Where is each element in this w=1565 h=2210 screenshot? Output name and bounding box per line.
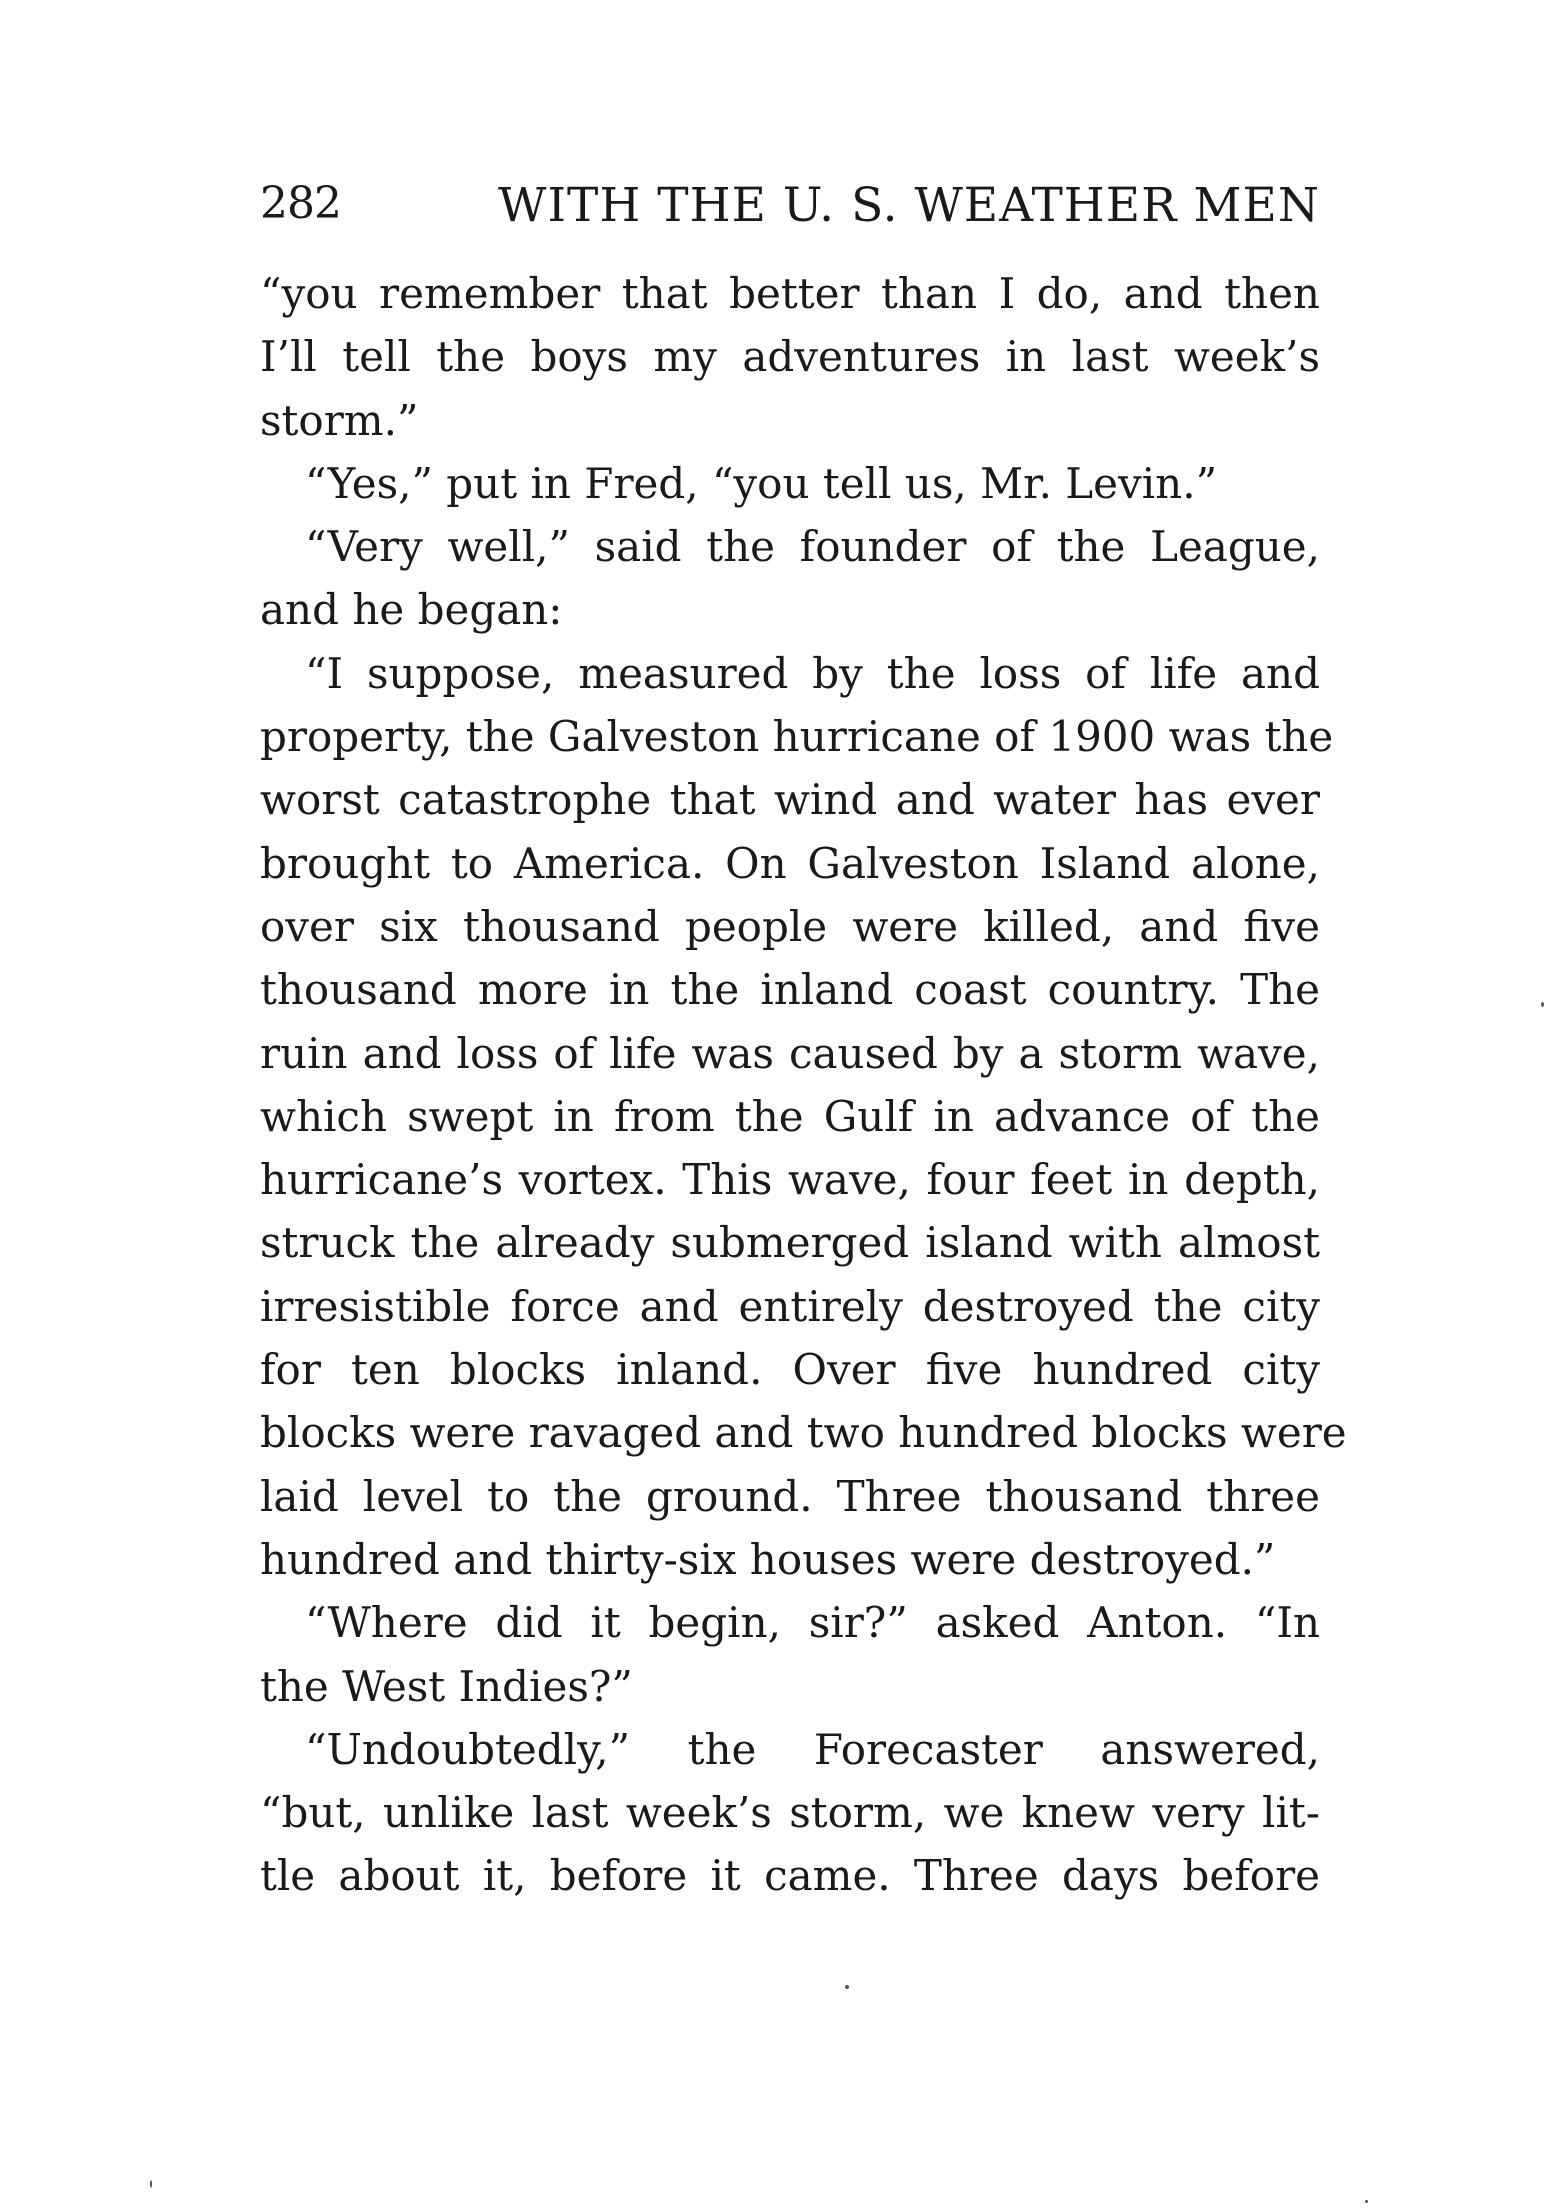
text-line: “Very well,” said the founder of the League, bbox=[305, 522, 1320, 572]
print-speck bbox=[845, 1985, 849, 1989]
text-line: the West Indies?” bbox=[260, 1661, 633, 1711]
text-line: thousand more in the inland coast country. The bbox=[260, 965, 1320, 1015]
text-line: storm.” bbox=[260, 395, 419, 445]
text-line: tle about it, before it came. Three days before bbox=[260, 1851, 1320, 1901]
text-line: I’ll tell the boys my adventures in last week’s bbox=[260, 332, 1320, 382]
text-line: irresistible force and entirely destroyed the city bbox=[260, 1281, 1320, 1331]
text-line: hundred and thirty-six houses were destroyed.” bbox=[260, 1534, 1276, 1584]
print-speck bbox=[1365, 2200, 1368, 2203]
text-line: hurricane’s vortex. This wave, four feet in depth, bbox=[260, 1155, 1320, 1205]
text-line: blocks were ravaged and two hundred blocks were bbox=[260, 1408, 1347, 1458]
text-line: struck the already submerged island with almost bbox=[260, 1218, 1320, 1268]
text-line: laid level to the ground. Three thousand three bbox=[260, 1471, 1320, 1521]
text-line: “you remember that better than I do, and then bbox=[260, 269, 1320, 318]
text-line: “but, unlike last week’s storm, we knew very lit- bbox=[260, 1788, 1320, 1838]
text-line: “Where did it begin, sir?” asked Anton. “In bbox=[305, 1598, 1320, 1648]
text-line: and he began: bbox=[260, 585, 563, 635]
text-line: property, the Galveston hurricane of 1900 was the bbox=[260, 712, 1334, 762]
text-line: worst catastrophe that wind and water has ever bbox=[260, 775, 1320, 825]
text-line: ruin and loss of life was caused by a storm wave, bbox=[260, 1028, 1320, 1078]
text-line: “Yes,” put in Fred, “you tell us, Mr. Levin.” bbox=[305, 458, 1218, 508]
text-line: “I suppose, measured by the loss of life and bbox=[305, 648, 1320, 698]
print-speck bbox=[150, 2180, 152, 2188]
text-line: “Undoubtedly,” the Forecaster answered, bbox=[305, 1724, 1320, 1774]
text-line: brought to America. On Galveston Island alone, bbox=[260, 838, 1320, 888]
page-number: 282 bbox=[260, 178, 341, 229]
text-line: over six thousand people were killed, and five bbox=[260, 901, 1320, 951]
body-text bbox=[260, 262, 1347, 1908]
text-line: for ten blocks inland. Over five hundred city bbox=[260, 1345, 1320, 1395]
text-line: which swept in from the Gulf in advance of the bbox=[260, 1091, 1320, 1141]
running-title: WITH THE U. S. WEATHER MEN bbox=[498, 178, 1320, 233]
print-speck bbox=[1541, 1002, 1544, 1007]
page-header bbox=[260, 170, 1320, 250]
